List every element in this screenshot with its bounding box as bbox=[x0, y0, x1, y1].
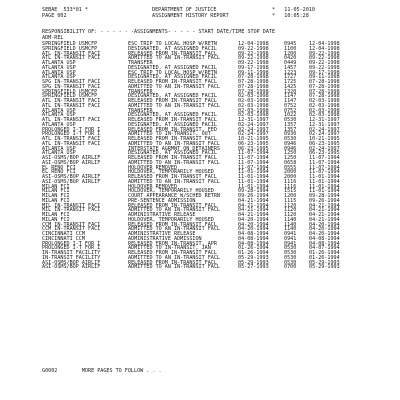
facility-cell: CCM IN-TRANSIT FACI bbox=[42, 226, 101, 233]
stop-date-cell: 01-26-1994 bbox=[309, 250, 340, 256]
facility-cell: SPRINGFIELD USMCFP bbox=[42, 45, 98, 52]
assignment-cell: ADMITTED TO AN IN-TRANSIT FACL bbox=[128, 83, 221, 90]
start-date-cell: 04-08-1994 bbox=[238, 240, 269, 247]
start-date-cell: 02-03-1998 bbox=[238, 112, 269, 119]
stop-date-cell: 04-20-1994 bbox=[309, 221, 340, 228]
start-time-cell: 0530 bbox=[284, 250, 297, 256]
stop-date-cell: 09-22-1998 bbox=[309, 50, 340, 57]
facility-cell: ATL IN-TRANSIT FACI bbox=[42, 50, 101, 57]
start-date-cell: 11-07-1994 bbox=[238, 155, 269, 161]
assignment-cell: ADMITTED TO AN IN-TRANSIT FACL bbox=[128, 159, 221, 166]
facility-cell: ATLANTA USP bbox=[42, 60, 76, 66]
start-date-cell: 02-03-1998 bbox=[238, 102, 269, 109]
stop-date-cell: 02-03-1998 bbox=[309, 98, 340, 104]
assignment-cell: DESIGNATED, AT ASSIGNED FACIL bbox=[128, 45, 217, 52]
stop-date-cell: 07-28-1998 bbox=[309, 83, 340, 90]
assignment-cell: ADMITTED TO AN IN-TRANSIT FACL bbox=[128, 102, 221, 109]
start-date-cell: 09-11-1998 bbox=[238, 69, 269, 76]
assignment-cell: ESC TRIP TO LOCAL HOSP W/RETN bbox=[128, 69, 217, 76]
assignment-cell: TRANSFER bbox=[128, 60, 153, 66]
facility-cell: PROLONGED I-T FOR I bbox=[42, 240, 101, 247]
start-date-cell: 11-01-1994 bbox=[238, 174, 269, 180]
start-time-cell: 0449 bbox=[284, 60, 297, 66]
start-time-cell: 0930 bbox=[284, 131, 297, 138]
assignment-cell: TRANSFER bbox=[128, 88, 153, 95]
stop-date-cell: 07-28-1998 bbox=[309, 88, 340, 95]
stop-date-cell: 12-31-1997 bbox=[309, 121, 340, 128]
report-date: * 11-05-2010 bbox=[272, 7, 315, 13]
facility-cell: MILAN FCI bbox=[42, 188, 70, 195]
start-date-cell: 04-08-1994 bbox=[238, 235, 269, 242]
start-time-cell: 0941 bbox=[284, 235, 297, 242]
facility-cell: ATL IN-TRANSIT FACI bbox=[42, 98, 101, 104]
stop-date-cell: 01-26-1994 bbox=[309, 254, 340, 261]
assignment-cell: ESC TRIP TO LOCAL HOSP W/RETN bbox=[128, 41, 217, 47]
assignment-cell: RELEASED FROM IN-TRANSIT, APR bbox=[128, 240, 217, 247]
assignment-cell: DESIGNATED, AT ASSIGNED FACIL bbox=[128, 121, 217, 128]
start-date-cell: 07-28-1998 bbox=[238, 83, 269, 90]
stop-date-cell: 09-26-1994 bbox=[309, 197, 340, 204]
assignment-cell: ADMINISTRATIVE RELEASE bbox=[128, 231, 196, 237]
start-date-cell: 12-04-1998 bbox=[238, 41, 269, 47]
page-number: PAGE 002 bbox=[42, 13, 67, 19]
table-row bbox=[42, 264, 372, 269]
facility-cell: MIL IN-TRANSIT FACI bbox=[42, 202, 101, 209]
facility-cell: ATL IN-TRANSIT FACI bbox=[42, 55, 101, 62]
stop-date-cell: 05-29-1993 bbox=[309, 259, 340, 266]
report-time: * 10:05:28 bbox=[272, 13, 309, 19]
stop-date-cell: 09-11-1998 bbox=[309, 74, 340, 81]
stop-date-cell: 05-29-1993 bbox=[309, 264, 340, 271]
stop-date-cell: 11-01-1994 bbox=[309, 183, 340, 190]
assignment-cell: COURT APPEARANCE W/SCHED RETRN bbox=[128, 193, 221, 199]
start-date-cell: 11-01-1994 bbox=[238, 169, 269, 176]
start-date-cell: 04-08-1994 bbox=[238, 231, 269, 237]
facility-cell: PROLONGED I-T FOR I bbox=[42, 131, 101, 138]
facility-cell: EL RENO FCI bbox=[42, 169, 76, 176]
start-date-cell: 04-21-1994 bbox=[238, 212, 269, 218]
facility-cell: MIL IN-TRANSIT FACI bbox=[42, 207, 101, 214]
stop-date-cell: 09-17-1998 bbox=[309, 69, 340, 76]
start-time-cell: 0530 bbox=[284, 117, 297, 123]
stop-date-cell: 12-31-1997 bbox=[309, 117, 340, 123]
start-time-cell: 1457 bbox=[284, 64, 297, 71]
stop-date-cell: 09-28-1994 bbox=[309, 193, 340, 199]
facility-cell: SPRINGFIELD USMCFP bbox=[42, 93, 98, 100]
start-date-cell: 01-26-1994 bbox=[238, 250, 269, 256]
start-date-cell: 09-22-1998 bbox=[238, 45, 269, 52]
start-date-cell: 05-29-1993 bbox=[238, 254, 269, 261]
stop-date-cell: 02-24-1997 bbox=[309, 145, 340, 152]
assignment-cell: HOLDOVER, TEMPORARILY HOUSED bbox=[128, 169, 214, 176]
stop-date-cell: 09-22-1998 bbox=[309, 55, 340, 62]
assignment-cell: RELEASED FROM IN-TRANSIT FACL bbox=[128, 50, 217, 57]
start-date-cell: 02-03-1998 bbox=[238, 93, 269, 100]
start-time-cell: 1147 bbox=[284, 98, 297, 104]
start-time-cell: 0530 bbox=[284, 254, 297, 261]
facility-cell: PROLONGED I-T FOR I bbox=[42, 245, 101, 252]
stop-date-cell: 07-28-1998 bbox=[309, 79, 340, 85]
start-date-cell: 05-27-1993 bbox=[238, 264, 269, 271]
start-date-cell: 10-21-1995 bbox=[238, 136, 269, 142]
start-date-cell: 11-01-1994 bbox=[238, 183, 269, 190]
facility-cell: MILAN FCI bbox=[42, 193, 70, 199]
start-time-cell: 1200 bbox=[284, 193, 297, 199]
start-time-cell: 0945 bbox=[284, 41, 297, 47]
assignment-cell: HOLDOVER REMOVED bbox=[128, 164, 178, 171]
stop-date-cell: 04-07-1994 bbox=[309, 245, 340, 252]
start-time-cell: 1725 bbox=[284, 79, 297, 85]
facility-cell: CINCINNATI CCM bbox=[42, 231, 85, 237]
stop-date-cell: 02-24-1997 bbox=[309, 126, 340, 133]
start-date-cell: 07-28-1998 bbox=[238, 88, 269, 95]
start-date-cell: 09-28-1994 bbox=[238, 188, 269, 195]
start-time-cell: 1120 bbox=[284, 202, 297, 209]
start-date-cell: 02-03-1998 bbox=[238, 98, 269, 104]
assignment-cell: DESIGNATED, AT ASSIGNED FACIL bbox=[128, 150, 217, 157]
start-date-cell: 05-29-1993 bbox=[238, 259, 269, 266]
start-date-cell: 07-28-1998 bbox=[238, 79, 269, 85]
start-date-cell: 12-31-1997 bbox=[238, 117, 269, 123]
facility-cell: ATLANTA USP bbox=[42, 150, 76, 157]
start-time-cell: 0530 bbox=[284, 136, 297, 142]
facility-cell: ASI-OSMS/BOP AIRLIF bbox=[42, 178, 101, 185]
assignment-cell: PRE-SENTENCE ADMISSION bbox=[128, 197, 196, 204]
stop-date-cell: 04-21-1994 bbox=[309, 202, 340, 209]
assignment-cell: ADMINISTRATIVE ADMISSION bbox=[128, 235, 202, 242]
start-date-cell: 04-21-1994 bbox=[238, 197, 269, 204]
assignment-cell: ADMITTED TO AN IN-TRANSIT FACL bbox=[128, 207, 221, 214]
assignment-cell: ADMITTED TO AN IN-TRANSIT FACL bbox=[128, 178, 221, 185]
facility-cell: ATL IN-TRANSIT FACI bbox=[42, 140, 101, 147]
start-time-cell: 1147 bbox=[284, 93, 297, 100]
facility-cell: IN-TRANSIT FACILITY bbox=[42, 254, 101, 261]
start-time-cell: 2000 bbox=[284, 174, 297, 180]
assignment-cell: RELEASED FROM IN-TRANSIT, FED bbox=[128, 126, 217, 133]
stop-date-cell: 04-08-1994 bbox=[309, 240, 340, 247]
start-date-cell: 04-20-1994 bbox=[238, 226, 269, 233]
assignment-cell: DESIGNATED, AT ASSIGNED FACIL bbox=[128, 74, 217, 81]
start-time-cell: 0658 bbox=[284, 159, 297, 166]
start-date-cell: 02-24-1997 bbox=[238, 126, 269, 133]
start-time-cell: 1357 bbox=[284, 121, 297, 128]
assignment-cell: ADMITTED TO IN-TRANSIT, JAN bbox=[128, 245, 211, 252]
facility-cell: MILAN FCI bbox=[42, 216, 70, 223]
start-date-cell: 01-26-1994 bbox=[238, 245, 269, 252]
stop-date-cell: 11-07-1994 bbox=[309, 164, 340, 171]
report-header-line-2 bbox=[0, 13, 400, 19]
start-date-cell: 06-23-1995 bbox=[238, 145, 269, 152]
facility-cell: ASI-OSMS/BOP AIRLIF bbox=[42, 174, 101, 180]
start-time-cell: 0555 bbox=[284, 164, 297, 171]
start-date-cell: 04-20-1994 bbox=[238, 216, 269, 223]
stop-date-cell: 11-01-1994 bbox=[309, 174, 340, 180]
facility-cell: MILAN FCI bbox=[42, 197, 70, 204]
assignment-cell: RELEASED FROM IN-TRANSIT FACL bbox=[128, 250, 217, 256]
start-time-cell: 1250 bbox=[284, 155, 297, 161]
stop-date-cell: 11-01-1994 bbox=[309, 188, 340, 195]
facility-cell: ATLANTA USP bbox=[42, 121, 76, 128]
start-time-cell: 0752 bbox=[284, 102, 297, 109]
stop-date-cell: 06-23-1995 bbox=[309, 140, 340, 147]
start-time-cell: 0941 bbox=[284, 240, 297, 247]
stop-date-cell: 04-20-1994 bbox=[309, 226, 340, 233]
start-time-cell: 1140 bbox=[284, 216, 297, 223]
assignment-cell: ADMITTED TO AN IN-TRANSIT FACL bbox=[128, 140, 221, 147]
section-label: ADM-REL bbox=[42, 35, 64, 41]
assignment-cell: ADMITTED TO IN-TRANSIT, OUT bbox=[128, 131, 211, 138]
assignment-cell: RELEASED FROM IN-TRANSIT FACL bbox=[128, 79, 217, 85]
facility-cell: ATLANTA USP bbox=[42, 107, 76, 114]
stop-date-cell: 02-03-1998 bbox=[309, 107, 340, 114]
start-time-cell: 0530 bbox=[284, 245, 297, 252]
stop-date-cell: 09-22-1998 bbox=[309, 60, 340, 66]
start-time-cell: 0530 bbox=[284, 259, 297, 266]
start-time-cell: 1140 bbox=[284, 221, 297, 228]
facility-cell: PROLONGED I-T FOR I bbox=[42, 126, 101, 133]
stop-date-cell: 04-20-1994 bbox=[309, 231, 340, 237]
start-time-cell: 1357 bbox=[284, 126, 297, 133]
stop-date-cell: 04-21-1994 bbox=[309, 212, 340, 218]
page-footer: G0002 MORE PAGES TO FOLLOW . . . bbox=[42, 368, 162, 374]
start-date-cell: 09-26-1994 bbox=[238, 193, 269, 199]
agency-title: DEPARTMENT OF JUSTICE bbox=[152, 7, 217, 13]
stop-date-cell: 02-03-1998 bbox=[309, 112, 340, 119]
facility-cell: SPG IN-TRANSIT FACI bbox=[42, 83, 101, 90]
facility-cell: ATL IN-TRANSIT FACI bbox=[42, 102, 101, 109]
facility-cell: SPRINGFIELD USMCFP bbox=[42, 88, 98, 95]
start-time-cell: 2000 bbox=[284, 169, 297, 176]
assignment-cell: TRANSFER bbox=[128, 107, 153, 114]
facility-cell: IN-TRANSIT FACILITY bbox=[42, 250, 101, 256]
assignment-cell: DESIGNATED, AT ASSIGNED FACIL bbox=[128, 64, 217, 71]
assignment-cell: ADMINISTRATIVE RELEASE bbox=[128, 212, 196, 218]
start-date-cell: 02-24-1997 bbox=[238, 121, 269, 128]
start-time-cell: 1223 bbox=[284, 69, 297, 76]
assignment-cell: RELEASED FROM IN-TRANSIT FACL bbox=[128, 202, 217, 209]
facility-cell: MILAN FCI bbox=[42, 212, 70, 218]
start-time-cell: 0946 bbox=[284, 140, 297, 147]
stop-date-cell: 02-24-1997 bbox=[309, 131, 340, 138]
report-title: ASSIGNMENT HISTORY REPORT bbox=[152, 13, 229, 19]
start-date-cell: 04-21-1994 bbox=[238, 207, 269, 214]
start-date-cell: 09-22-1998 bbox=[238, 60, 269, 66]
assignment-table bbox=[42, 41, 372, 269]
facility-cell: ATLANTA USP bbox=[42, 69, 76, 76]
assignment-cell: DESIGNATED, AT ASSIGNED FACIL bbox=[128, 112, 217, 119]
stop-date-cell: 07-28-1998 bbox=[309, 93, 340, 100]
stop-date-cell: 11-07-1994 bbox=[309, 169, 340, 176]
start-date-cell: 11-07-1994 bbox=[238, 150, 269, 157]
start-time-cell: 1115 bbox=[284, 197, 297, 204]
assignment-cell: RELEASED FROM IN-TRANSIT FACL bbox=[128, 221, 217, 228]
start-date-cell: 11-07-1994 bbox=[238, 159, 269, 166]
start-time-cell: 0420 bbox=[284, 55, 297, 62]
start-time-cell: 1425 bbox=[284, 83, 297, 90]
start-time-cell: 0752 bbox=[284, 107, 297, 114]
start-time-cell: 1120 bbox=[284, 212, 297, 218]
stop-date-cell: 10-21-1995 bbox=[309, 136, 340, 142]
start-time-cell: 1515 bbox=[284, 188, 297, 195]
assignment-cell: HOLDOVER, TEMPORARILY HOUSED bbox=[128, 216, 214, 223]
start-date-cell: 02-03-1998 bbox=[238, 107, 269, 114]
start-time-cell: 0700 bbox=[284, 264, 297, 271]
stop-date-cell: 04-21-1994 bbox=[309, 207, 340, 214]
assignment-cell: RELEASED FROM IN-TRANSIT FACL bbox=[128, 174, 217, 180]
stop-date-cell: 06-23-1995 bbox=[309, 150, 340, 157]
facility-cell: EL RENO FCI bbox=[42, 164, 76, 171]
start-time-cell: 1116 bbox=[284, 183, 297, 190]
stop-date-cell: 11-07-1994 bbox=[309, 159, 340, 166]
facility-cell: ASI-OSMS/BOP AIRLIF bbox=[42, 159, 101, 166]
stop-date-cell: 04-21-1994 bbox=[309, 216, 340, 223]
assignment-cell: RELEASED FROM IN-TRANSIT FACL bbox=[128, 155, 217, 161]
start-time-cell: 1120 bbox=[284, 207, 297, 214]
start-time-cell: 1250 bbox=[284, 150, 297, 157]
assignment-cell: ADMITTED TO AN IN-TRANSIT FACL bbox=[128, 55, 221, 62]
start-date-cell: 11-01-1994 bbox=[238, 178, 269, 185]
assignment-cell: RELEASED FROM IN-TRANSIT FACL bbox=[128, 136, 217, 142]
facility-cell: CCM IN-TRANSIT FACI bbox=[42, 221, 101, 228]
stop-date-cell: 11-07-1994 bbox=[309, 155, 340, 161]
assignment-cell: RELEASED FROM IN-TRANSIT FACL bbox=[128, 259, 217, 266]
stop-date-cell: 02-03-1998 bbox=[309, 102, 340, 109]
start-date-cell: 09-17-1998 bbox=[238, 64, 269, 71]
facility-cell: ATLANTA USP bbox=[42, 64, 76, 71]
facility-cell: ASI-OSMS/BOP AIRLIF bbox=[42, 264, 101, 271]
assignment-cell: HOLDOVER REMOVED bbox=[128, 183, 178, 190]
stop-date-cell: 11-01-1994 bbox=[309, 178, 340, 185]
start-date-cell: 04-21-1994 bbox=[238, 202, 269, 209]
facility-cell: MILAN FCI bbox=[42, 183, 70, 190]
start-time-cell: 1116 bbox=[284, 178, 297, 185]
assignment-cell: ADMITTED TO AN IN-TRANSIT FACL bbox=[128, 264, 221, 271]
start-time-cell: 0941 bbox=[284, 231, 297, 237]
assignment-cell: RELEASED FROM IN-TRANSIT FACL bbox=[128, 98, 217, 104]
start-time-cell: 1727 bbox=[284, 74, 297, 81]
facility-cell: ATLANTA USP bbox=[42, 145, 76, 152]
report-id: SEBAE 533*01 * bbox=[42, 7, 89, 13]
stop-date-cell: 12-04-1998 bbox=[309, 45, 340, 52]
start-time-cell: 0946 bbox=[284, 145, 297, 152]
stop-date-cell: 12-04-1998 bbox=[309, 41, 340, 47]
facility-cell: ATLANTA USP bbox=[42, 112, 76, 119]
facility-cell: ATLANTA USP bbox=[42, 74, 76, 81]
start-time-cell: 1100 bbox=[284, 45, 297, 52]
start-time-cell: 1200 bbox=[284, 50, 297, 57]
start-time-cell: 1320 bbox=[284, 88, 297, 95]
assignment-cell: INTERSTATE AGRMNT ON DETAINERS bbox=[128, 145, 221, 152]
start-date-cell: 09-22-1998 bbox=[238, 50, 269, 57]
assignment-cell: DESIGNATED, AT ASSIGNED FACIL bbox=[128, 93, 217, 100]
assignment-cell: ADMITTED TO AN IN-TRANSIT FACL bbox=[128, 226, 221, 233]
facility-cell: SPRINGFIELD USMCFP bbox=[42, 41, 98, 47]
start-date-cell: 11-07-1994 bbox=[238, 164, 269, 171]
stop-date-cell: 04-08-1994 bbox=[309, 235, 340, 242]
facility-cell: CINCINNATI CCM bbox=[42, 235, 85, 242]
facility-cell: ATL IN-TRANSIT FACI bbox=[42, 117, 101, 123]
start-time-cell: 1022 bbox=[284, 112, 297, 119]
start-date-cell: 09-22-1998 bbox=[238, 55, 269, 62]
column-headers: RESPONSIBILITY OF: - - - - - -ASSIGNMENTS- - - - - START DATE/TIME STOP DATE bbox=[42, 29, 276, 35]
start-date-cell: 06-23-1995 bbox=[238, 140, 269, 147]
assignment-cell: RELEASED FROM IN-TRANSIT FACL bbox=[128, 117, 217, 123]
stop-date-cell: 09-22-1998 bbox=[309, 64, 340, 71]
start-date-cell: 07-28-1998 bbox=[238, 74, 269, 81]
assignment-cell: ADMITTED TO AN IN-TRANSIT FACL bbox=[128, 254, 221, 261]
start-time-cell: 1140 bbox=[284, 226, 297, 233]
facility-cell: ASI-OSMS/BOP AIRLIF bbox=[42, 155, 101, 161]
assignment-cell: HOLDOVER, TEMPORARILY HOUSED bbox=[128, 188, 214, 195]
facility-cell: ASI-OSMS/BOP AIRLIF bbox=[42, 259, 101, 266]
start-date-cell: 02-24-1997 bbox=[238, 131, 269, 138]
facility-cell: SPG IN-TRANSIT FACI bbox=[42, 79, 101, 85]
start-date-cell: 04-20-1994 bbox=[238, 221, 269, 228]
facility-cell: ATL IN-TRANSIT FACI bbox=[42, 136, 101, 142]
